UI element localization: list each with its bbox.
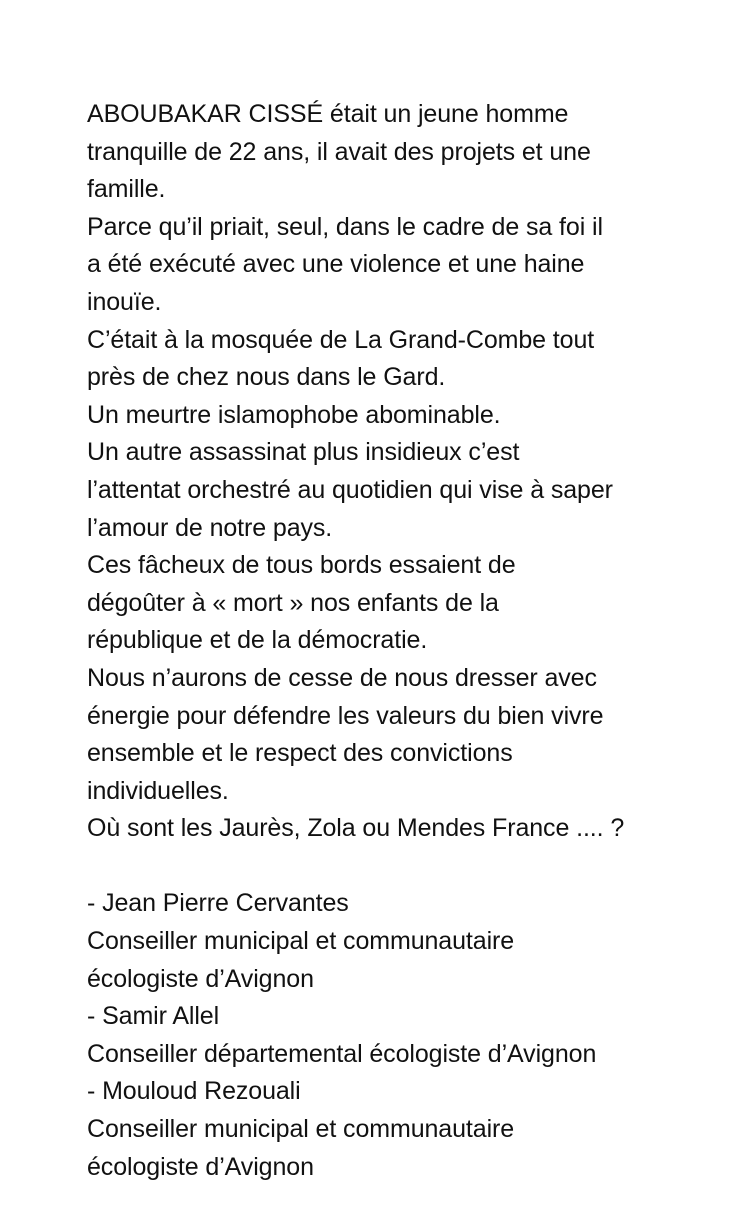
statement-line: l’attentat orchestré au quotidien qui vise à saper (87, 475, 613, 504)
signatory-line: - Mouloud Rezouali (87, 1077, 301, 1106)
statement-line: Nous n’aurons de cesse de nous dresser avec (87, 663, 597, 692)
statement-line: ensemble et le respect des convictions (87, 739, 513, 768)
signatory-line: écologiste d’Avignon (87, 964, 314, 993)
statement-line: énergie pour défendre les valeurs du bien vivre (87, 701, 604, 730)
statement-line: Où sont les Jaurès, Zola ou Mendes France .... ? (87, 814, 625, 843)
statement-text (87, 96, 727, 848)
signatory-line: Conseiller municipal et communautaire (87, 927, 515, 956)
statement-line: inouïe. (87, 287, 162, 316)
signatory-line: - Samir Allel (87, 1002, 220, 1031)
signatories-block (87, 885, 727, 1186)
paragraph-spacer (87, 848, 727, 886)
statement-line: l’amour de notre pays. (87, 513, 333, 542)
signatory-line: Conseiller départemental écologiste d’Avignon (87, 1039, 597, 1068)
document-body (87, 96, 727, 1186)
signatory-line: - Jean Pierre Cervantes (87, 889, 349, 918)
signatory-line: Conseiller municipal et communautaire (87, 1115, 515, 1144)
statement-line: tranquille de 22 ans, il avait des projets et une (87, 137, 591, 166)
signatory-line: écologiste d’Avignon (87, 1152, 314, 1181)
statement-line: Un meurtre islamophobe abominable. (87, 400, 501, 429)
statement-line: famille. (87, 175, 166, 204)
statement-line: Parce qu’il priait, seul, dans le cadre de sa foi il (87, 212, 603, 241)
statement-line: Un autre assassinat plus insidieux c’est (87, 438, 520, 467)
statement-line: ABOUBAKAR CISSÉ était un jeune homme (87, 100, 569, 128)
statement-line: près de chez nous dans le Gard. (87, 363, 446, 392)
statement-line: Ces fâcheux de tous bords essaient de (87, 551, 516, 580)
statement-line: a été exécuté avec une violence et une haine (87, 250, 585, 279)
statement-line: république et de la démocratie. (87, 626, 428, 655)
statement-line: individuelles. (87, 776, 229, 805)
statement-line: dégoûter à « mort » nos enfants de la (87, 588, 499, 617)
statement-line: C’était à la mosquée de La Grand-Combe tout (87, 325, 595, 354)
